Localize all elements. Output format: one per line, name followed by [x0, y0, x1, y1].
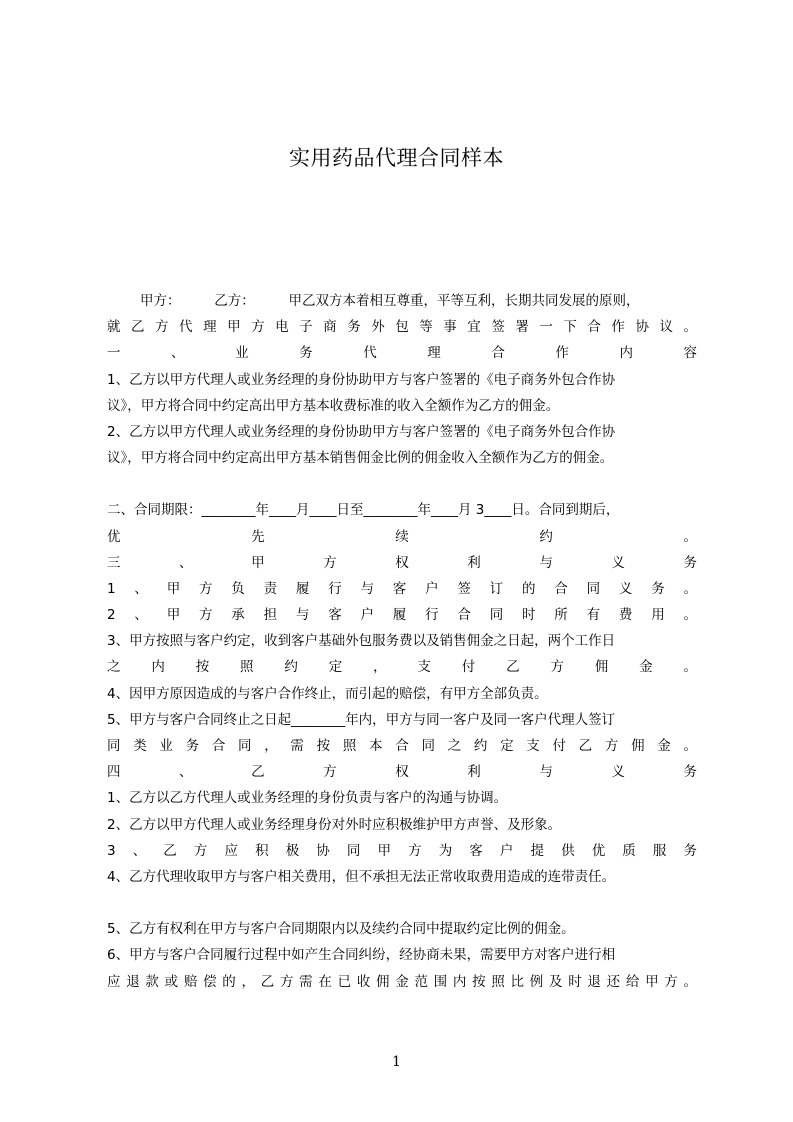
clause-3-1: 1、甲方负责履行与客户签订的合同义务。 — [107, 580, 697, 597]
paragraph-intro-cont: 就乙方代理甲方电子商务外包等事宜签署一下合作协议。 — [107, 319, 697, 336]
clause-1-2-cont: 议》，甲方将合同中约定高出甲方基本销售佣金比例的佣金收入全额作为乙方的佣金。 — [107, 450, 614, 467]
document-title: 实用药品代理合同样本 — [289, 146, 504, 170]
clause-3-3: 3、甲方按照与客户约定，收到客户基础外包服务费以及销售佣金之日起，两个工作日 — [107, 633, 616, 650]
blank-line — [107, 471, 697, 497]
clause-1-2: 2、乙方以甲方代理人或业务经理的身份协助甲方与客户签署的《电子商务外包合作协 — [107, 423, 616, 440]
clause-3-5: 5、甲方与客户合同终止之日起________年内，甲方与同一客户及同一客户代理人签订 — [107, 711, 616, 728]
clause-3-4: 4、因甲方原因造成的与客户合作终止，而引起的赔偿，有甲方全部负责。 — [107, 685, 548, 702]
clause-1-1-cont: 议》，甲方将合同中约定高出甲方基本收费标准的收入全额作为乙方的佣金。 — [107, 397, 560, 414]
clause-4-2: 2、乙方以甲方代理人或业务经理身份对外时应积极维护甲方声誉、及形象。 — [107, 816, 562, 833]
section-heading-1: 一、业务代理合作内容 — [107, 345, 697, 362]
clause-4-5: 5、乙方有权利在甲方与客户合同期限内以及续约合同中提取约定比例的佣金。 — [107, 921, 575, 938]
blank-line — [107, 890, 697, 916]
clause-3-3-cont: 之内按照约定，支付乙方佣金。 — [107, 659, 697, 676]
paragraph-intro: 甲方： 乙方： 甲乙双方本着相互尊重，平等互利，长期共同发展的原则， — [140, 293, 640, 309]
section-heading-4: 四、乙方权利与义务 — [107, 764, 697, 781]
clause-4-1: 1、乙方以乙方代理人或业务经理的身份负责与客户的沟通与协调。 — [107, 790, 508, 807]
clause-3-2: 2、甲方承担与客户履行合同时所有费用。 — [107, 607, 697, 624]
section-heading-3: 三、甲方权利与义务 — [107, 554, 697, 571]
clause-4-4: 4、乙方代理收取甲方与客户相关费用，但不承担无法正常收取费用造成的连带责任。 — [107, 868, 616, 885]
section-heading-2: 二、合同期限：________年____月____日至________年____月 3____日。合同到期后， — [107, 502, 620, 519]
page-number: 1 — [392, 1054, 401, 1070]
clause-1-1: 1、乙方以甲方代理人或业务经理的身份协助甲方与客户签署的《电子商务外包合作协 — [107, 371, 616, 388]
clause-4-6-cont: 应退款或赔偿的，乙方需在已收佣金范围内按照比例及时退还给甲方。 — [107, 973, 697, 990]
clause-3-5-cont: 同类业务合同，需按照本合同之约定支付乙方佣金。 — [107, 738, 697, 754]
section-2-cont: 优先续约。 — [107, 528, 697, 545]
contract-body — [107, 288, 697, 995]
clause-4-6: 6、甲方与客户合同履行过程中如产生合同纠纷，经协商未果，需要甲方对客户进行相 — [107, 947, 616, 964]
clause-4-3: 3、乙方应积极协同甲方为客户提供优质服务 — [107, 842, 697, 859]
